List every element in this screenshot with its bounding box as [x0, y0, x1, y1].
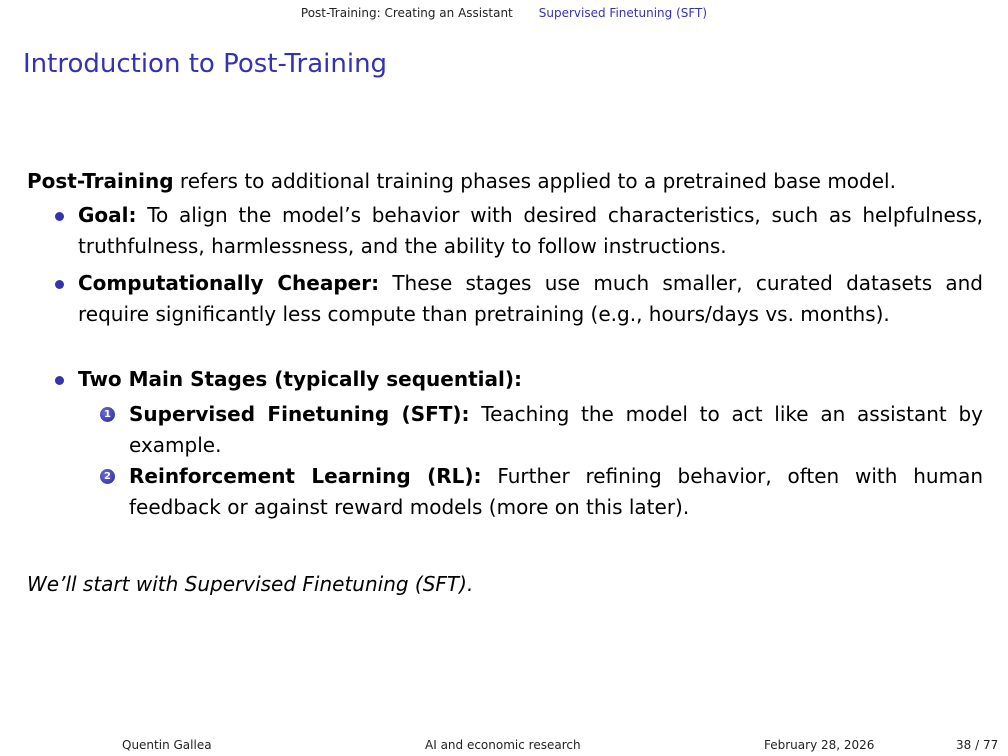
bullet-dot-icon — [55, 212, 64, 221]
nav-section-link[interactable]: Post-Training: Creating an Assistant — [300, 6, 513, 20]
lead-paragraph — [27, 166, 983, 197]
bullet-goal — [27, 200, 983, 262]
slide-body — [27, 166, 983, 600]
lead-term: Post-Training — [27, 169, 174, 193]
bullet-term: Two Main Stages (typically sequential): — [78, 367, 522, 391]
stage-text: Further refining behavior, often with human feedback or against reward models (more on this later). — [129, 464, 984, 519]
bullet-dot-icon — [55, 376, 64, 385]
bullet-term: Computationally Cheaper: — [78, 271, 380, 295]
number-1-icon: 1 — [100, 407, 115, 422]
stage-item-sft — [78, 399, 983, 461]
slide-title: Introduction to Post-Training — [23, 49, 388, 79]
stage-term: Supervised Finetuning (SFT): — [129, 402, 470, 426]
bullet-text: To align the model’s behavior with desired characteristics, such as helpfulness, truthfulness, harmlessness, and the ability to follow instructions. — [78, 203, 983, 258]
nav-subsection-link[interactable]: Supervised Finetuning (SFT) — [538, 6, 708, 20]
footer-date: February 28, 2026 — [764, 738, 875, 752]
bullet-two-main-stages — [27, 364, 983, 523]
bullet-list — [27, 200, 983, 523]
bullet-text: These stages use much smaller, curated datasets and require significantly less compute than pretraining (e.g., hours/days vs. months). — [78, 271, 983, 326]
footer-author: Quentin Gallea — [122, 738, 212, 752]
footer-page-number: 38 / 77 — [956, 738, 999, 752]
stage-item-rl — [78, 461, 983, 523]
number-2-icon: 2 — [100, 469, 115, 484]
stage-text: Teaching the model to act like an assistant by example. — [129, 402, 984, 457]
closing-note: We’ll start with Supervised Finetuning (SFT). — [27, 572, 474, 596]
footer — [0, 737, 1008, 753]
bullet-term: Goal: — [78, 203, 137, 227]
stages-list — [78, 399, 983, 523]
lead-text: refers to additional training phases applied to a pretrained base model. — [173, 169, 896, 193]
stage-term: Reinforcement Learning (RL): — [129, 464, 482, 488]
header-navigation — [0, 5, 1008, 21]
bullet-computationally-cheaper — [27, 268, 983, 330]
bullet-dot-icon — [55, 280, 64, 289]
footer-talk-title: AI and economic research — [425, 738, 581, 752]
